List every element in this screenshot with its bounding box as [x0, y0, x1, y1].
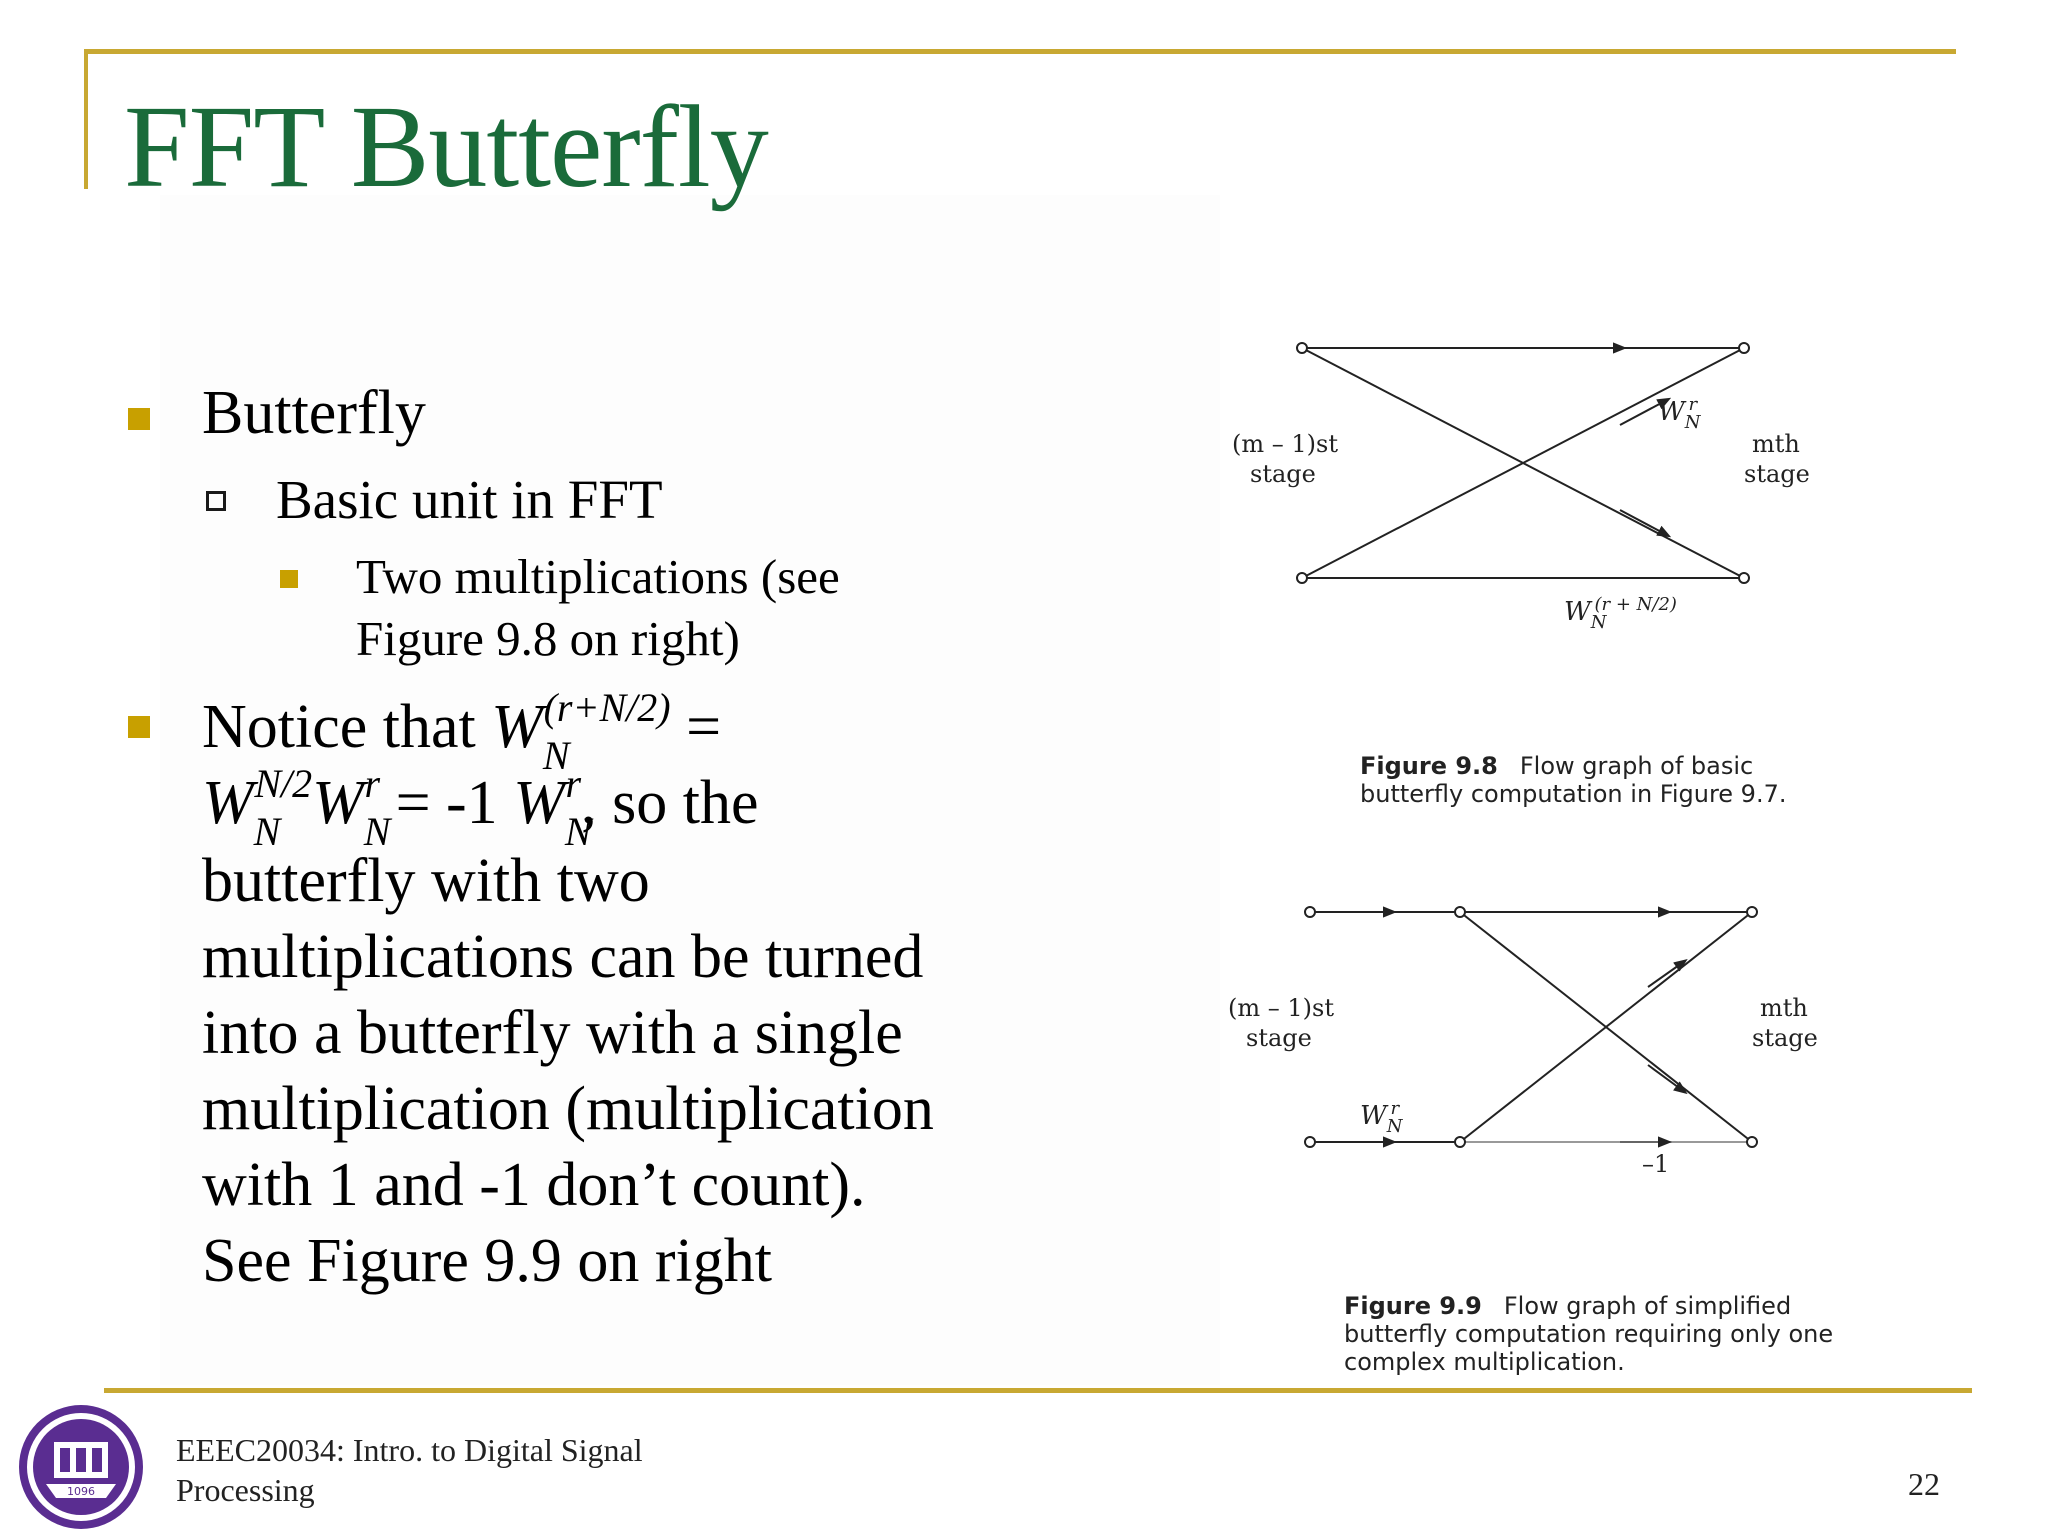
fig98-weight-bottom: $W_N(r + N/2)$: [1564, 594, 1677, 633]
fig98-left-label-2: stage: [1250, 460, 1316, 488]
fig99-right-label-2: stage: [1752, 1024, 1818, 1052]
left-rule: [84, 49, 88, 189]
notice-line-8: See Figure 9.9 on right: [202, 1227, 772, 1295]
subsub-bullet-line1: Two multiplications (see: [356, 549, 840, 604]
footer-course-line1: EEEC20034: Intro. to Digital Signal: [176, 1432, 643, 1468]
bullet-marker: [128, 716, 150, 738]
fig99-caption-line3: complex multiplication.: [1344, 1348, 1625, 1376]
figure-9-9: [1305, 907, 1757, 1147]
bullet-marker: [128, 408, 150, 430]
subsub-bullet-line2: Figure 9.8 on right): [356, 611, 740, 666]
notice-line-6: multiplication (multiplication: [202, 1075, 934, 1143]
fig99-left-label-1: (m – 1)st: [1228, 994, 1334, 1022]
sub-bullet-basic-unit: Basic unit in FFT: [276, 469, 663, 530]
notice-line-7: with 1 and -1 don’t count).: [202, 1151, 866, 1219]
slide-title: FFT Butterfly: [124, 81, 768, 212]
fig99-caption-line1: Figure 9.9 Flow graph of simplified: [1344, 1292, 1792, 1320]
fig99-weight: $W_Nr$: [1360, 1098, 1403, 1137]
footer-course-line2: Processing: [176, 1472, 315, 1508]
fig98-caption-line2: butterfly computation in Figure 9.7.: [1360, 780, 1787, 808]
fig98-right-label-2: stage: [1744, 460, 1810, 488]
sub-bullet-marker: [206, 491, 226, 511]
notice-line-4: multiplications can be turned: [202, 923, 924, 991]
bullet-butterfly: Butterfly: [202, 379, 426, 447]
notice-line-3: butterfly with two: [202, 847, 650, 915]
notice-line-5: into a butterfly with a single: [202, 999, 903, 1067]
notice-line-2: $W_N^{N/2}W_N^r = -1$ $W_N^r$, so the: [202, 761, 759, 854]
bottom-rule: [104, 1388, 1972, 1393]
fig99-minus-one: –1: [1642, 1150, 1670, 1178]
fig99-caption-line2: butterfly computation requiring only one: [1344, 1320, 1834, 1348]
fig98-caption-line1: Figure 9.8 Flow graph of basic: [1360, 752, 1754, 780]
university-logo-icon: [16, 1402, 146, 1532]
page-number: 22: [1908, 1466, 1940, 1502]
fig98-weight-top: $W_Nr$: [1658, 394, 1701, 433]
notice-line-1: Notice that $W_N^{(r+N/2)}$ =: [202, 685, 722, 778]
fig99-right-label-1: mth: [1760, 994, 1808, 1022]
figure-9-8: [1297, 343, 1749, 583]
fig98-left-label-1: (m – 1)st: [1232, 430, 1338, 458]
top-rule: [84, 49, 1956, 54]
fig99-left-label-2: stage: [1246, 1024, 1312, 1052]
logo-text: 1096: [67, 1485, 95, 1498]
fig98-right-label-1: mth: [1752, 430, 1800, 458]
subsub-bullet-marker: [280, 570, 298, 588]
